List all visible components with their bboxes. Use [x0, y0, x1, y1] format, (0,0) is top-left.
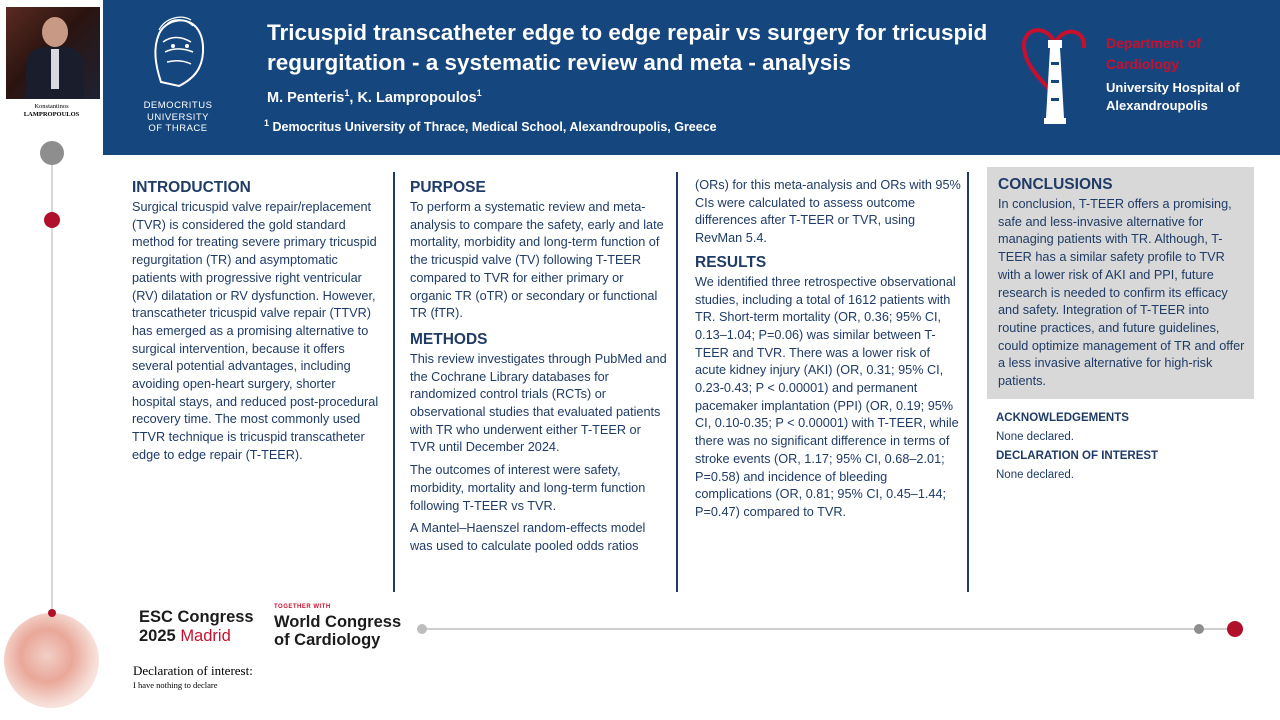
speaker-video-thumbnail: [6, 7, 100, 99]
department-name: Department of Cardiology: [1106, 35, 1201, 72]
hospital-name: University Hospital of Alexandroupolis: [1106, 80, 1240, 113]
speaker-name: [0, 103, 103, 119]
methods-paragraph-2: The outcomes of interest were safety, morbidity, mortality and long-term function following T-TEER vs TVR.: [410, 463, 646, 513]
results-heading: RESULTS: [695, 253, 767, 271]
acknowledgements-section: [996, 409, 1256, 485]
timeline-dot-red: [44, 212, 60, 228]
author-2: K. Lampropoulos: [357, 89, 477, 106]
world-congress-logo: [274, 613, 401, 649]
speaker-last-name: LAMPROPOULOS: [23, 111, 80, 118]
democritus-head-logo: [145, 12, 211, 90]
methods-paragraph-4: (ORs) for this meta-analysis and ORs with 95% CIs were calculated to assess outcome differences after T-TEER or TVR, using RevMan 5.4.: [695, 178, 961, 246]
conclusions-box: [987, 167, 1254, 399]
poster-header: [103, 0, 1280, 155]
conclusions-heading: CONCLUSIONS: [998, 176, 1113, 193]
introduction-heading: INTRODUCTION: [132, 179, 251, 196]
university-name: [133, 100, 223, 135]
university-line-3: OF THRACE: [148, 123, 208, 134]
purpose-methods-section: [410, 177, 668, 556]
esc-year: 2025: [139, 627, 176, 645]
affiliation-text: Democritus University of Thrace, Medical School, Alexandroupolis, Greece: [272, 120, 717, 135]
speaker-sidebar: [0, 0, 103, 720]
affiliation: [264, 118, 717, 134]
authors: M. Penteris$^1$, K. Lampropoulos$^1$: [267, 88, 482, 106]
author-1-sup: 1: [344, 88, 350, 98]
methods-heading: METHODS: [410, 330, 488, 348]
footer-progress-line: [422, 628, 1234, 630]
esc-congress-logo: [139, 608, 254, 646]
wcc-line-2: of Cardiology: [274, 631, 381, 649]
acknowledgements-text: None declared.: [996, 431, 1074, 443]
results-body: We identified three retrospective observational studies, including a total of 1612 patients with TR. Short-term mortality (OR, 0.36; 95% CI, 0.13–1.04; P=0.06) was similar between T-TEER and TVR. There was a lower risk of acute kidney injury (AKI) (OR, 0.31; 95% CI, 0.23-0.43; P < 0.00001) and permanent pacemaker implantation (PPI) (OR, 0.19; 95% CI, 0.10-0.35; P < 0.00001) with T-TEER, while there was no significant difference in terms of stroke events (OR, 1.17; 95% CI, 0.68–2.01; P=0.58) and incidence of bleeding complications (OR, 0.81; 95% CI, 0.45–1.44; P=0.47) compared to TVR.: [695, 274, 959, 519]
poster-footer: [103, 600, 1280, 660]
wcc-line-1: World Congress: [274, 613, 402, 631]
column-divider-3: [967, 172, 969, 592]
timeline-dot-red-small: [48, 609, 56, 617]
affiliation-sup: 1: [264, 118, 270, 128]
declaration-of-interest-text: I have nothing to declare: [133, 680, 218, 690]
speaker-first-name: Konstantinos: [34, 103, 69, 110]
university-line-2: UNIVERSITY: [146, 111, 209, 123]
conclusions-body: In conclusion, T-TEER offers a promising, safe and less-invasive alternative for managing patients with TR. Although, T-TEER has a similar safety profile to TVR with a lower risk of AKI and PPI, future research is needed to confirm its efficacy and safety. Integration of T-TEER into routine practices, and future guidelines, could optimize management of TR and offer a less invasive alternative for high-risk patients.: [998, 197, 1245, 389]
footer-dot-right: [1194, 624, 1204, 634]
lighthouse-heart-logo: [1020, 18, 1090, 128]
introduction-section: [132, 177, 382, 465]
declaration-of-interest-title: Declaration of interest:: [133, 663, 253, 678]
poster: [103, 0, 1280, 660]
declaration-heading: DECLARATION OF INTEREST: [996, 450, 1159, 462]
purpose-heading: PURPOSE: [410, 179, 486, 196]
introduction-body: Surgical tricuspid valve repair/replacement (TVR) is considered the gold standard method for treating severe primary tricuspid regurgitation (TR) and asymptomatic patients with progressive right ventricular (RV) dilatation or RV dysfunction. However, transcatheter tricuspid valve repair (TTVR) has emerged as a promising alternative to surgical intervention, because it offers several potential advantages, including avoiding open-heart surgery, shorter hospital stays, and reduced post-procedural recovery time. The most commonly used TTVR technique is tricuspid transcatheter edge to edge repair (T-TEER).: [132, 200, 379, 462]
timeline-dot-grey: [40, 141, 64, 165]
declaration-text: None declared.: [996, 469, 1074, 481]
esc-line-1: ESC Congress: [139, 608, 254, 626]
acknowledgements-heading: ACKNOWLEDGEMENTS: [996, 412, 1129, 424]
methods-paragraph-1: This review investigates through PubMed and the Cochrane Library databases for randomized control trials (RCTs) or observational studies that evaluated patients with TR who underwent either T-TEER or TVR until December 2024.: [410, 351, 667, 455]
wcc-together-with: TOGETHER WITH: [274, 604, 331, 610]
author-2-sup: 1: [476, 88, 482, 98]
methods-paragraph-3: A Mantel–Haenszel random-effects model was used to calculate pooled odds ratios: [410, 521, 646, 553]
poster-title: Tricuspid transcatheter edge to edge repair vs surgery for tricuspid regurgitation - a systematic review and meta - analysis: [267, 20, 988, 75]
author-1: M. Penteris: [267, 89, 345, 106]
esc-globe-graphic: [4, 613, 99, 708]
results-section: [695, 177, 963, 522]
footer-dot-left: [417, 624, 427, 634]
footer-dot-red: [1227, 621, 1243, 637]
esc-city: Madrid: [180, 627, 231, 645]
purpose-body: To perform a systematic review and meta-analysis to compare the safety, early and late mortality, morbidity and long-term function of the tricuspid valve (TV) following T-TEER compared to TVR for either primary or organic TR (oTR) or secondary or functional TR (fTR).: [410, 200, 664, 321]
university-line-1: DEMOCRITUS: [143, 100, 213, 111]
column-divider-2: [676, 172, 678, 592]
column-divider-1: [393, 172, 395, 592]
